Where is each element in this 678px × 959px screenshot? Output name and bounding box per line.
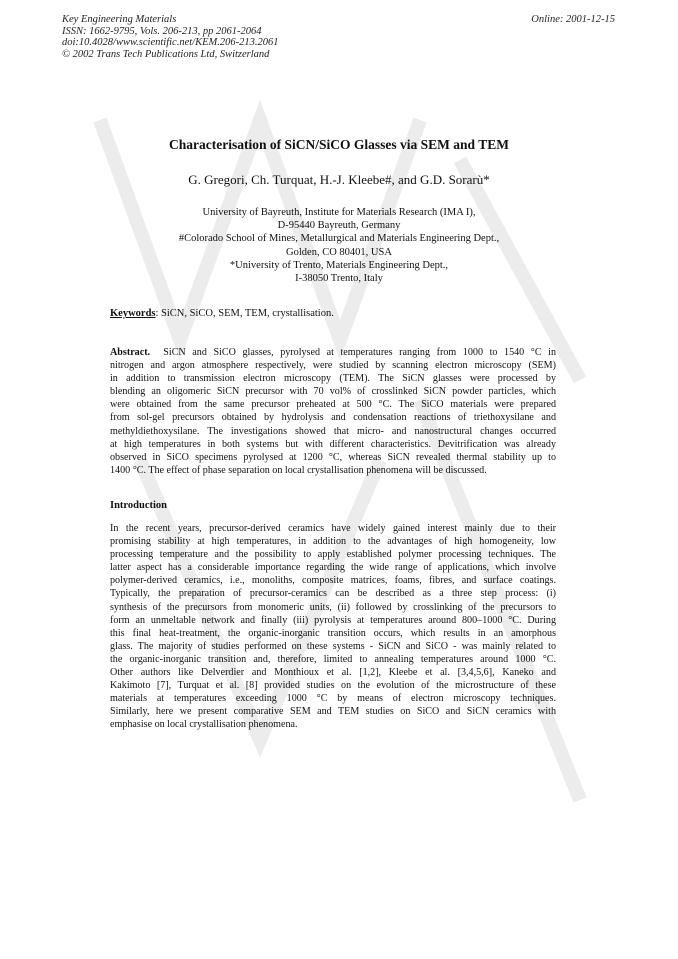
introduction-line: emphasise on local crystallisation phenomena. xyxy=(110,719,298,731)
introduction-line: glass. The majority of studies performed on these systems - SiCN and SiCO - was mainly related to xyxy=(110,640,556,652)
introduction-line: form an unmeltable network and finally (iii) pyrolysis at temperatures around 800–1000 °C. During xyxy=(110,614,556,626)
introduction-line: Typically, the preparation of precursor-ceramics can be described as a three step process: (i) xyxy=(110,588,556,600)
journal-issn: ISSN: 1662-9795, Vols. 206-213, pp 2061-2064 xyxy=(62,25,262,37)
introduction-line: Kakimoto [7], Turquat et al. [8] provided studies on the evolution of the microstructure of these xyxy=(110,680,556,692)
abstract-line: blending an oligomeric SiCN precursor with 70 vol% of crosslinked SiCN powder particles, which xyxy=(110,386,556,398)
abstract-line: in addition to transmission electron microscopy (TEM). The SiCN glasses were processed by xyxy=(110,373,556,385)
introduction-line: Other authors like Delverdier and Monthioux et al. [1,2], Kleebe et al. [3,4,5,6], Kaneko and xyxy=(110,667,556,679)
introduction-line: synthesis of the precursors from monomeric units, (ii) followed by crosslinking of the precursors to xyxy=(110,601,556,613)
abstract-line: methyldiethoxysilane. The investigations showed that micro- and nanostructural changes occurred xyxy=(110,425,556,437)
abstract-line: 1400 °C. The effect of phase separation on local crystallisation phenomena will be discussed. xyxy=(110,464,487,476)
paper-title: Characterisation of SiCN/SiCO Glasses via SEM and TEM xyxy=(169,137,509,152)
keywords xyxy=(110,308,334,319)
online-date: Online: 2001-12-15 xyxy=(531,14,615,25)
abstract-line: observed in SiCO specimens pyrolysed at 1200 °C, whereas SiCN revealed thermal stability up to xyxy=(110,451,556,463)
affiliation-line: University of Bayreuth, Institute for Materials Research (IMA I), xyxy=(202,207,476,218)
abstract-line: nitrogen and argon atmosphere respectively, were studied by scanning electron microscopy (SEM) xyxy=(110,360,556,372)
abstract-line: from sol-gel precursors obtained by hydrolysis and condensation reactions of triethoxysilane and xyxy=(110,412,556,424)
abstract-text: SiCN and SiCO glasses, pyrolysed at temperatures ranging from 1000 to 1540 °C in xyxy=(163,347,557,358)
affiliation-line: *University of Trento, Materials Engineering Dept., xyxy=(229,259,449,271)
introduction-body xyxy=(110,522,556,732)
introduction-line: the organic-inorganic transition and, therefore, limited to annealing temperatures around 1000 °C. xyxy=(110,653,556,665)
introduction-line: polymer-derived ceramics, i.e., monoliths, composite matrices, foams, fibres, and surface coatings. xyxy=(110,575,556,587)
introduction-line: this final heat-treatment, the organic-inorganic transition occurs, which results in an amorphous xyxy=(110,627,556,639)
keywords-label: Keywords xyxy=(110,308,156,319)
journal-doi: doi:10.4028/www.scientific.net/KEM.206-213.2061 xyxy=(62,37,279,48)
introduction-heading: Introduction xyxy=(110,500,167,511)
introduction-line: processing temperature and the possibility to apply established polymer processing techniques. The xyxy=(110,549,556,561)
introduction-line: materials at temperatures exceeding 1000 °C by means of electron microscopy techniques. xyxy=(110,693,556,705)
abstract-line xyxy=(110,346,556,359)
journal-name: Key Engineering Materials xyxy=(62,14,177,25)
abstract-line: at high temperatures in both systems but with different characteristics. Devitrification was already xyxy=(110,438,556,450)
abstract-line: were obtained from the same precursor preheated at 500 °C. The SiCO materials were prepared xyxy=(110,399,556,411)
affiliation-line: #Colorado School of Mines, Metallurgical and Materials Engineering Dept., xyxy=(178,233,500,245)
affiliation-line: D-95440 Bayreuth, Germany xyxy=(277,220,401,232)
journal-copyright: © 2002 Trans Tech Publications Ltd, Switzerland xyxy=(62,48,270,60)
affiliation-line: Golden, CO 80401, USA xyxy=(286,246,392,258)
affiliation-line: I-38050 Trento, Italy xyxy=(295,273,383,285)
introduction-line: promising stability at high temperatures, in addition to the advantages of high homogeneity, low xyxy=(110,536,556,548)
introduction-line: In the recent years, precursor-derived ceramics have widely gained interest mainly due to their xyxy=(110,523,556,534)
introduction-line: latter aspect has a considerable importance regarding the wide range of applications, which involve xyxy=(110,562,556,574)
abstract-label: Abstract. xyxy=(110,347,151,358)
abstract xyxy=(110,346,556,477)
introduction-line: Similarly, here we present comparative SEM and TEM studies on SiCO and SiCN ceramics with xyxy=(110,706,556,718)
journal-header xyxy=(62,14,279,60)
keywords-text: : SiCN, SiCO, SEM, TEM, crystallisation. xyxy=(155,308,334,319)
affiliations xyxy=(0,206,678,285)
paper-authors: G. Gregori, Ch. Turquat, H.-J. Kleebe#, and G.D. Sorarù* xyxy=(188,172,490,187)
